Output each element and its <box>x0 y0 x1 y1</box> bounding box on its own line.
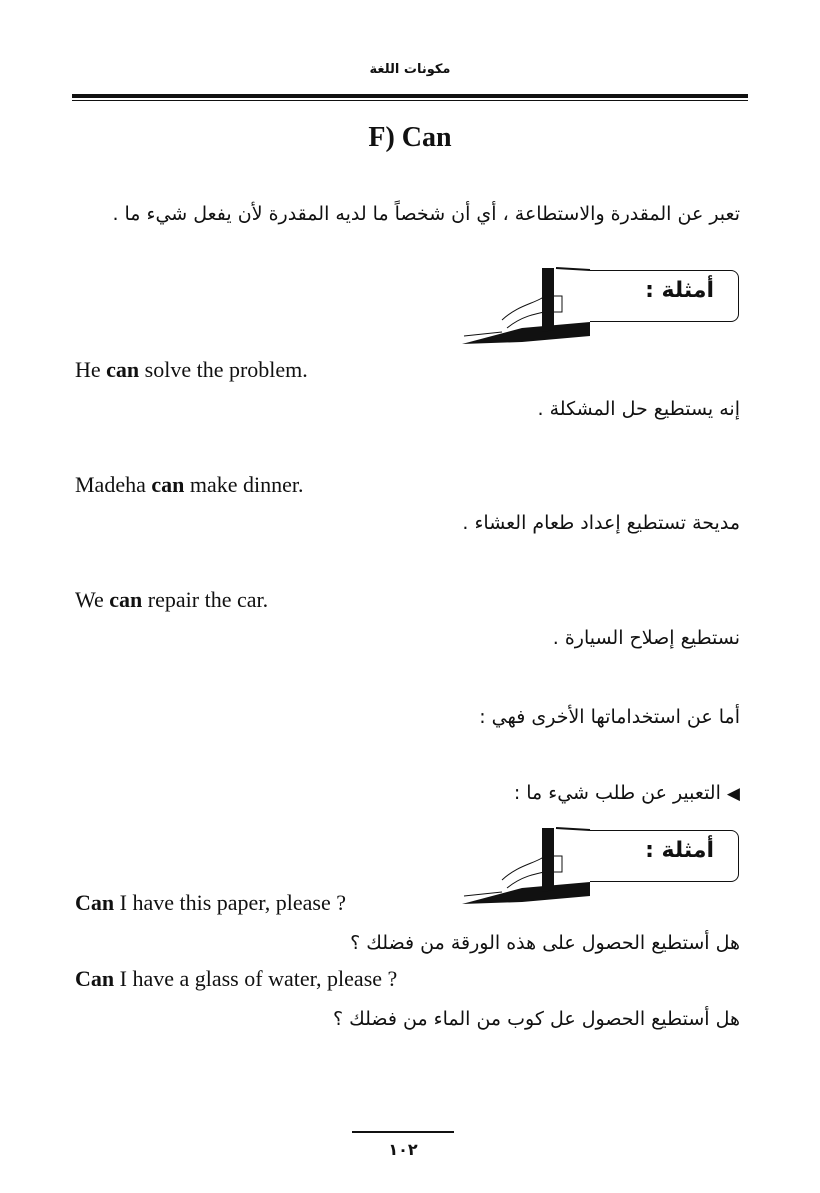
examples-badge <box>462 258 752 348</box>
triangle-left-icon: ◀ <box>726 784 740 804</box>
intro-text: تعبر عن المقدرة والاستطاعة ، أي أن شخصاً ما لديه المقدرة لأن يفعل شيء ما . <box>112 203 740 225</box>
header-rule-thick <box>72 94 748 98</box>
example-translation: نستطيع إصلاح السيارة . <box>552 627 740 649</box>
request-sentence: Can I have a glass of water, please ? <box>75 966 398 991</box>
example-sentence: He can solve the problem. <box>75 357 308 382</box>
request-use-heading: ◀ التعبير عن طلب شيء ما : <box>513 782 740 804</box>
running-header: مكونات اللغة <box>369 62 451 77</box>
request-translation: هل أستطيع الحصول على هذه الورقة من فضلك ؟ <box>350 932 740 954</box>
page-number: ١٠٢ <box>388 1140 418 1159</box>
examples-label: أمثلة : <box>645 278 714 303</box>
other-uses-text: أما عن استخداماتها الأخرى فهي : <box>479 706 740 728</box>
example-translation: إنه يستطيع حل المشكلة . <box>537 398 740 420</box>
section-title: F) Can <box>368 122 452 153</box>
example-sentence: Madeha can make dinner. <box>75 472 304 497</box>
example-translation: مديحة تستطيع إعداد طعام العشاء . <box>462 512 740 534</box>
header-rule-thin <box>72 100 748 101</box>
examples-label: أمثلة : <box>645 838 714 863</box>
request-translation: هل أستطيع الحصول عل كوب من الماء من فضلك ؟ <box>332 1008 740 1030</box>
request-sentence: Can I have this paper, please ? <box>75 890 346 915</box>
example-sentence: We can repair the car. <box>75 587 269 612</box>
footer-rule <box>352 1131 454 1133</box>
examples-badge <box>462 818 752 908</box>
